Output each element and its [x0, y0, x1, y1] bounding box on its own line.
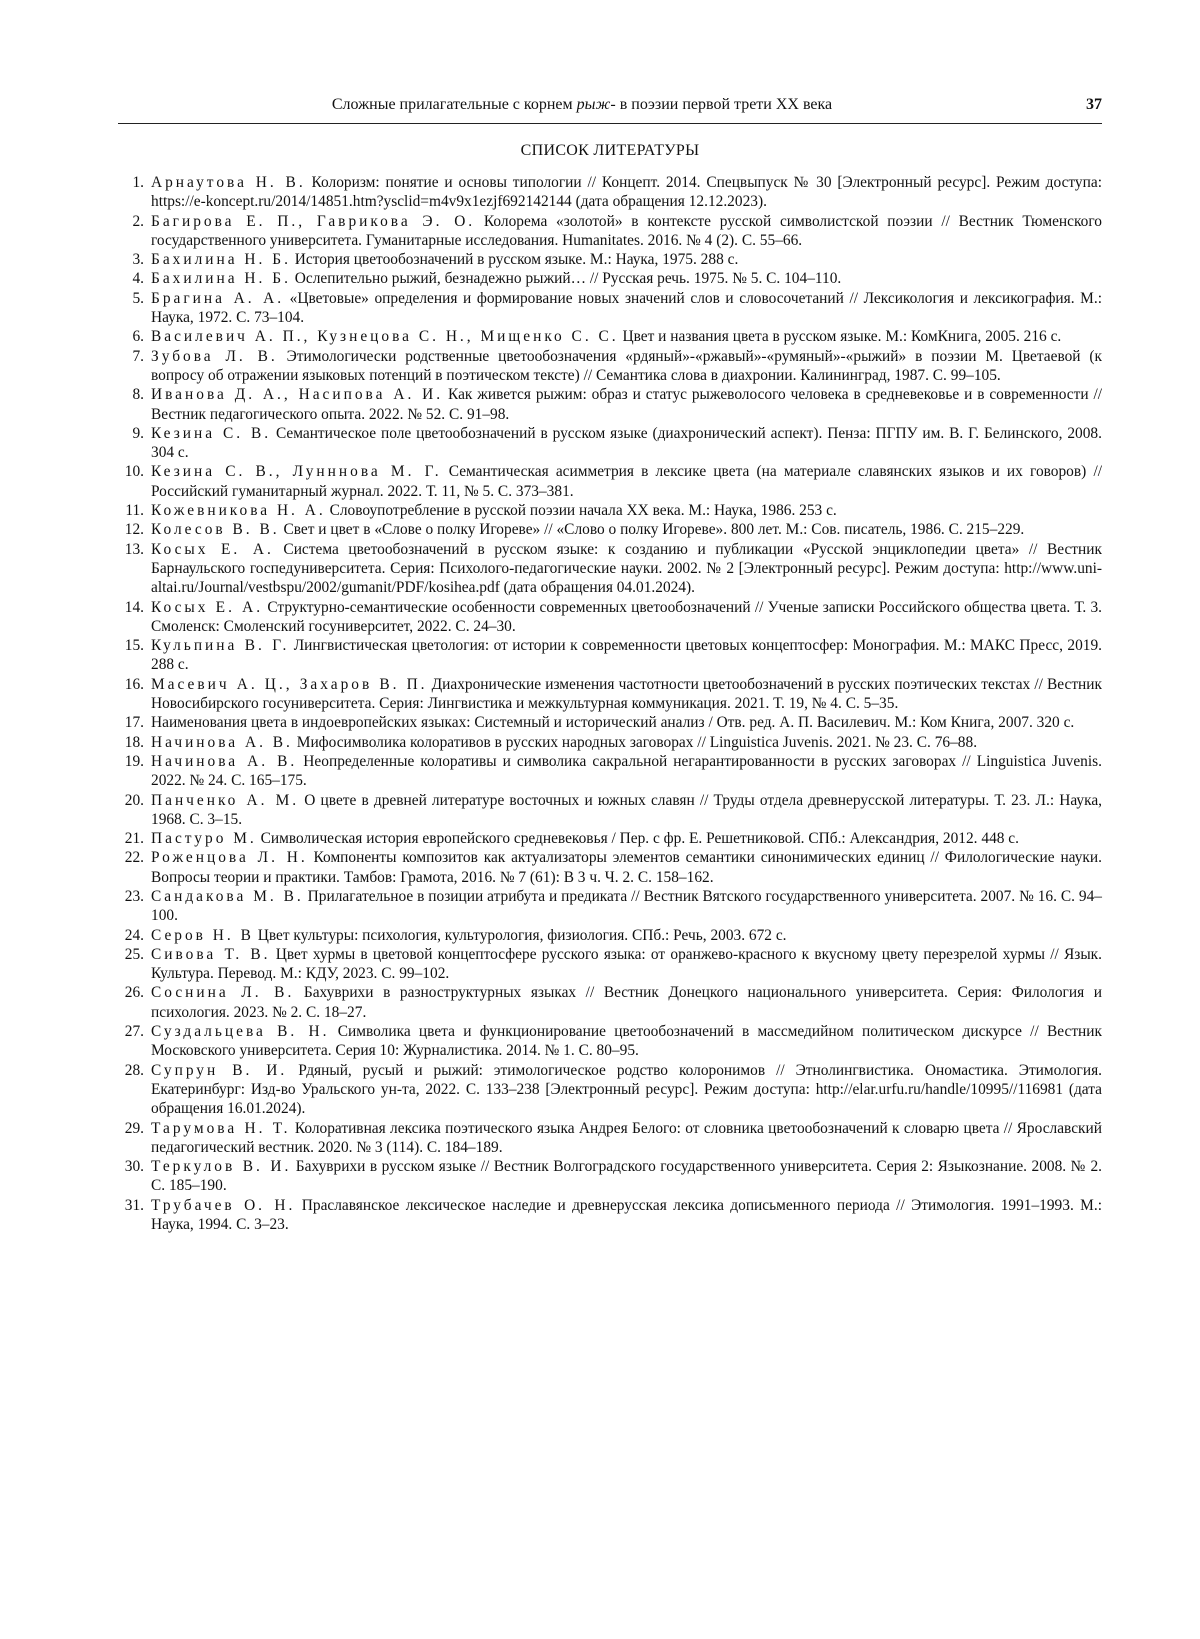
- reference-author: Иванова Д. А., Насипова А. И.: [151, 386, 444, 404]
- reference-item: [118, 212, 1102, 251]
- reference-number: 31.: [124, 1196, 144, 1214]
- reference-number: 15.: [124, 637, 144, 655]
- reference-number: 7.: [132, 347, 144, 365]
- reference-item: [118, 675, 1102, 714]
- reference-item: [118, 520, 1102, 539]
- header-rule: [118, 123, 1102, 124]
- reference-number: 4.: [132, 270, 144, 288]
- reference-author: Суздальцева В. Н.: [151, 1023, 330, 1041]
- reference-text: История цветообозначений в русском языке. М.: Наука, 1975. 288 с.: [290, 251, 739, 269]
- reference-number: 25.: [124, 945, 144, 963]
- reference-item: [118, 173, 1102, 212]
- reference-author: Василевич А. П., Кузнецова С. Н., Мищенко С. С.: [151, 328, 619, 346]
- reference-text: Словоупотребление в русской поэзии начала XX века. М.: Наука, 1986. 253 с.: [325, 502, 837, 520]
- reference-author: Кезина С. В.: [151, 424, 272, 442]
- reference-author: Багирова Е. П., Гаврикова Э. О.: [151, 212, 476, 230]
- reference-author: Бахилина Н. Б.: [151, 251, 291, 269]
- reference-item: [118, 829, 1102, 848]
- reference-text: Этимологически родственные цветообозначения «рдяный»-«ржавый»-«румяный»-«рыжий» в поэзии М. Цветаевой (к вопросу об отражении языковых потенций в поэтическом тексте) // Семантика слова в диахронии. Калининград, 1987. С. 99–105.: [151, 347, 1102, 384]
- reference-text: Как живется рыжим: образ и статус рыжеволосого человека в средневековье и в современности // Вестник педагогического опыта. 2022. № 52. С. 91–98.: [151, 386, 1102, 423]
- page-number: 37: [1086, 96, 1102, 113]
- reference-author: Супрун В. И.: [151, 1061, 288, 1079]
- reference-item: [118, 713, 1102, 732]
- reference-item: [118, 1119, 1102, 1158]
- reference-number: 8.: [132, 386, 144, 404]
- reference-author: Брагина А. А.: [151, 289, 285, 307]
- reference-number: 14.: [124, 598, 144, 616]
- reference-item: [118, 385, 1102, 424]
- reference-item: [118, 269, 1102, 288]
- reference-item: [118, 250, 1102, 269]
- reference-author: Кезина С. В., Лунннова М. Г.: [151, 463, 442, 481]
- reference-number: 12.: [124, 521, 144, 539]
- reference-text: Рдяный, русый и рыжий: этимологическое родство колоронимов // Этнолингвистика. Ономастика. Этимология. Екатеринбург: Изд-во Уральского ун-та, 2022. С. 133–238 [Электронный ресурс]. Режим доступа: http://elar.urfu.ru/handle/10995//116981 (дата обращения 16.01.2024).: [151, 1061, 1102, 1118]
- reference-text: Колоративная лексика поэтического языка Андрея Белого: от словника цветообозначений к словарю цвета // Ярославский педагогический вестник. 2020. № 3 (114). С. 184–189.: [151, 1119, 1103, 1156]
- reference-text: Лингвистическая цветология: от истории к современности цветовых концептосфер: Монография. М.: МАКС Пресс, 2019. 288 с.: [151, 637, 1102, 674]
- reference-author: Зубова Л. В.: [151, 347, 278, 365]
- reference-number: 18.: [124, 733, 144, 751]
- reference-number: 5.: [132, 289, 144, 307]
- reference-item: [118, 733, 1102, 752]
- reference-author: Сандакова М. В.: [151, 887, 304, 905]
- reference-author: Кульпина В. Г.: [151, 637, 290, 655]
- reference-number: 27.: [124, 1023, 144, 1041]
- reference-text: Компоненты композитов как актуализаторы элементов семантики синонимических единиц // Филологические науки. Вопросы теории и практики. Тамбов: Грамота, 2016. № 7 (61): В 3 ч. Ч. 2. С. 158–162.: [151, 849, 1102, 886]
- reference-author: Начинова А. В.: [151, 733, 293, 751]
- reference-number: 16.: [124, 675, 144, 693]
- reference-item: [118, 327, 1102, 346]
- reference-author: Косых Е. А.: [151, 598, 264, 616]
- reference-text: Бахуврихи в разноструктурных языках // Вестник Донецкого национального университета. Серия: Филология и психология. 2023. № 2. С. 18–27.: [151, 984, 1103, 1021]
- reference-item: [118, 289, 1102, 328]
- reference-author: Колесов В. В.: [151, 521, 280, 539]
- reference-number: 20.: [124, 791, 144, 809]
- reference-author: Косых Е. А.: [151, 540, 274, 558]
- reference-text: Система цветообозначений в русском языке: к созданию и публикации «Русской энциклопедии цвета» // Вестник Барнаульского госпедуниверситета. Серия: Психолого-педагогические науки. 2002. № 2 [Электронный ресурс]. Режим доступа: http://www.uni-altai.ru/Journal/vestbspu/2002/gumanit/PDF/kosihea.pdf (дата обращения 04.01.2024).: [151, 540, 1102, 597]
- reference-text: Наименования цвета в индоевропейских языках: Системный и исторический анализ / Отв. ред. А. П. Василевич. М.: Ком Книга, 2007. 320 с.: [151, 714, 1075, 732]
- reference-author: Трубачев О. Н.: [151, 1196, 296, 1214]
- reference-number: 13.: [124, 540, 144, 558]
- reference-number: 6.: [132, 328, 144, 346]
- reference-number: 11.: [125, 502, 144, 520]
- reference-text: Прилагательное в позиции атрибута и предиката // Вестник Вятского государственного университета. 2007. № 16. С. 94–100.: [151, 887, 1102, 925]
- reference-author: Панченко А. М.: [151, 791, 300, 809]
- reference-text: Цвет хурмы в цветовой концептосфере русского языка: от оранжево-красного к вкусному цвету перезрелой хурмы // Язык. Культура. Перевод. М.: КДУ, 2023. С. 99–102.: [151, 945, 1102, 983]
- reference-number: 29.: [124, 1119, 144, 1137]
- reference-number: 2.: [132, 212, 144, 230]
- reference-number: 3.: [132, 251, 144, 269]
- reference-text: Символика цвета и функционирование цветообозначений в массмедийном политическом дискурсе // Вестник Московского университета. Серия 10: Журналистика. 2014. № 1. С. 80–95.: [151, 1023, 1103, 1060]
- reference-author: Роженцова Л. Н.: [151, 849, 308, 867]
- reference-item: [118, 347, 1102, 386]
- reference-number: 24.: [124, 926, 144, 944]
- reference-item: [118, 501, 1102, 520]
- reference-text: Цвет и названия цвета в русском языке. М.: КомКнига, 2005. 216 с.: [618, 328, 1062, 346]
- reference-text: Колорема «золотой» в контексте русской символистской поэзии // Вестник Тюменского государственного университета. Гуманитарные исследования. Humanitates. 2016. № 4 (2). С. 55–66.: [151, 212, 1102, 249]
- reference-item: [118, 752, 1102, 791]
- reference-item: [118, 424, 1102, 463]
- reference-author: Начинова А. В.: [151, 752, 298, 770]
- reference-author: Сивова Т. В.: [151, 945, 271, 963]
- reference-number: 26.: [124, 984, 144, 1002]
- reference-item: [118, 636, 1102, 675]
- reference-text: Семантическая асимметрия в лексике цвета (на материале славянских языков и их говоров) // Российский гуманитарный журнал. 2022. Т. 11, № 5. С. 373–381.: [151, 463, 1102, 500]
- reference-author: Соснина Л. В.: [151, 984, 295, 1002]
- reference-number: 1.: [132, 174, 144, 191]
- reference-item: [118, 598, 1102, 637]
- reference-text: Диахронические изменения частотности цветообозначений в русских поэтических текстах // Вестник Новосибирского госуниверситета. Серия: Лингвистика и межкультурная коммуникация. 2021. Т. 19, № 4. С. 5–35.: [151, 675, 1102, 713]
- reference-item: [118, 1061, 1102, 1119]
- reference-number: 19.: [124, 752, 144, 770]
- running-header: [118, 92, 1102, 118]
- reference-number: 30.: [124, 1158, 144, 1176]
- reference-text: Ослепительно рыжий, безнадежно рыжий… // Русская речь. 1975. № 5. С. 104–110.: [290, 270, 842, 288]
- reference-number: 23.: [124, 887, 144, 905]
- reference-item: [118, 1022, 1102, 1061]
- reference-item: [118, 540, 1102, 598]
- reference-number: 10.: [124, 463, 144, 481]
- reference-text: Праславянское лексическое наследие и древнерусская лексика дописьменного периода // Этимология. 1991–1993. М.: Наука, 1994. С. 3–23.: [151, 1196, 1102, 1234]
- reference-number: 9.: [132, 424, 144, 442]
- reference-text: Свет и цвет в «Слове о полку Игореве» // «Слово о полку Игореве». 800 лет. М.: Сов. писатель, 1986. С. 215–229.: [279, 521, 1025, 539]
- reference-author: Кожевникова Н. А.: [151, 502, 326, 520]
- reference-author: Бахилина Н. Б.: [151, 270, 291, 288]
- reference-number: 22.: [124, 849, 144, 867]
- reference-item: [118, 983, 1102, 1022]
- reference-text: «Цветовые» определения и формирование новых значений слов и словосочетаний // Лексикология и лексикография. М.: Наука, 1972. С. 73–104.: [151, 289, 1102, 327]
- reference-item: [118, 1157, 1102, 1196]
- reference-text: Цвет культуры: психология, культурология, физиология. СПб.: Речь, 2003. 672 с.: [253, 926, 787, 944]
- running-title: [118, 92, 1046, 118]
- reference-item: [118, 926, 1102, 945]
- reference-author: Серов Н. В: [151, 926, 254, 944]
- reference-text: Мифосимволика колоративов в русских народных заговорах // Linguistica Juvenis. 2021. № 23. С. 76–88.: [292, 733, 978, 751]
- reference-number: 17.: [124, 714, 144, 732]
- reference-author: Арнаутова Н. В.: [151, 174, 306, 191]
- reference-item: [118, 791, 1102, 830]
- section-title: СПИСОК ЛИТЕРАТУРЫ: [520, 142, 700, 159]
- reference-text: Колоризм: понятие и основы типологии // Концепт. 2014. Спецвыпуск № 30 [Электронный ресурс]. Режим доступа: https://e-koncept.ru/2014/14851.htm?ysclid=m4v9x1ezjf692142144 (дата обращения 12.12.2023).: [151, 174, 1102, 211]
- reference-text: Неопределенные колоративы и символика сакральной негарантированности в русских заговорах // Linguistica Juvenis. 2022. № 24. С. 165–175.: [151, 752, 1102, 790]
- reference-text: Структурно-семантические особенности современных цветообозначений // Ученые записки Российского общества цвета. Т. 3. Смоленск: Смоленский госуниверситет, 2022. С. 24–30.: [151, 598, 1102, 635]
- reference-author: Тарумова Н. Т.: [151, 1119, 291, 1137]
- reference-item: [118, 848, 1102, 887]
- running-title-start: Сложные прилагательные с корнем: [331, 96, 577, 113]
- running-title-root: рыж-: [576, 96, 616, 113]
- reference-item: [118, 462, 1102, 501]
- reference-text: Семантическое поле цветообозначений в русском языке (диахронический аспект). Пенза: ПГПУ им. В. Г. Белинского, 2008. 304 с.: [151, 424, 1102, 462]
- reference-item: [118, 945, 1102, 984]
- reference-number: 21.: [124, 830, 144, 848]
- reference-author: Теркулов В. И.: [151, 1158, 292, 1176]
- reference-number: 28.: [124, 1061, 144, 1079]
- reference-text: Бахуврихи в русском языке // Вестник Волгоградского государственного университета. Серия 2: Языкознание. 2008. № 2. С. 185–190.: [151, 1158, 1102, 1195]
- reference-text: Символическая история европейского средневековья / Пер. с фр. Е. Решетниковой. СПб.: Александрия, 2012. 448 с.: [256, 830, 1019, 848]
- reference-item: [118, 1196, 1102, 1235]
- running-title-end: в поэзии первой трети XX века: [615, 96, 833, 113]
- reference-text: О цвете в древней литературе восточных и южных славян // Труды отдела древнерусской литературы. Т. 23. Л.: Наука, 1968. С. 3–15.: [151, 791, 1103, 828]
- reference-item: [118, 887, 1102, 926]
- reference-author: Пастуро М.: [151, 830, 257, 848]
- reference-author: Масевич А. Ц., Захаров В. П.: [151, 675, 428, 693]
- reference-list: [118, 173, 1102, 1234]
